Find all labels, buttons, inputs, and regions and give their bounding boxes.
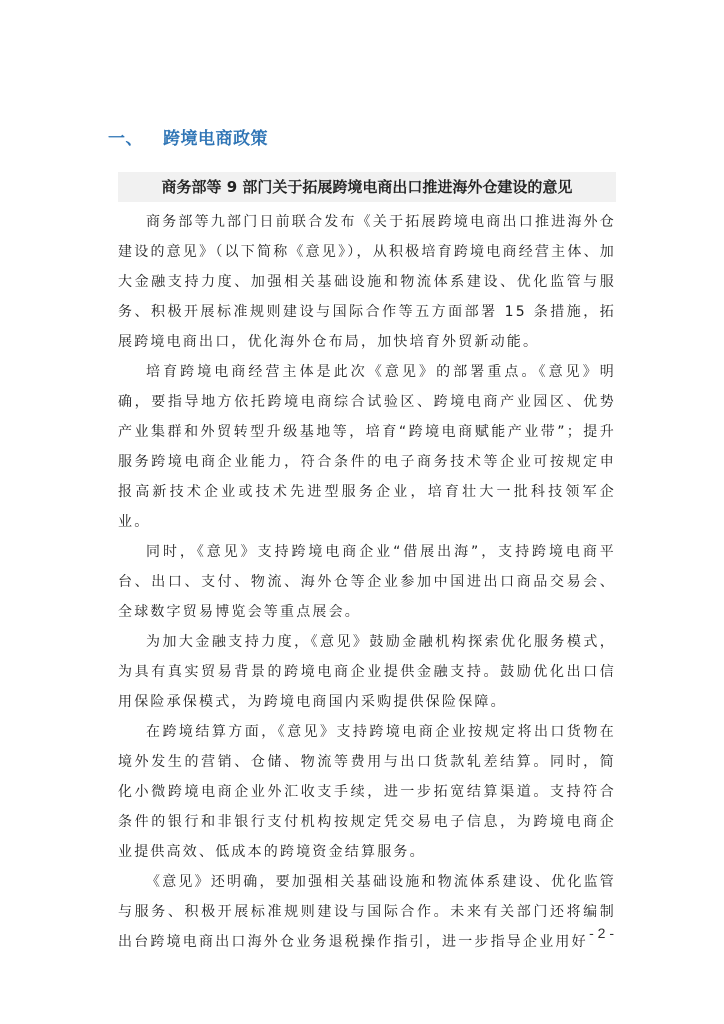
- article-title: 商务部等 9 部门关于拓展跨境电商出口推进海外仓建设的意见: [161, 178, 573, 196]
- paragraph: 为加大金融支持力度，《意见》鼓励金融机构探索优化服务模式，为具有真实贸易背景的跨境电商企业提供金融支持。鼓励优化出口信用保险承保模式，为跨境电商国内采购提供保险保障。: [118, 634, 616, 710]
- paragraph: 商务部等九部门日前联合发布《关于拓展跨境电商出口推进海外仓建设的意见》（以下简称《意见》），从积极培育跨境电商经营主体、加大金融支持力度、加强相关基础设施和物流体系建设、优化监管与服务、积极开展标准规则建设与国际合作等五方面部署 15 条措施，拓展跨境电商出口，优化海外仓布局，加快培育外贸新动能。: [118, 214, 616, 350]
- paragraph: 《意见》还明确，要加强相关基础设施和物流体系建设、优化监管与服务、积极开展标准规则建设与国际合作。未来有关部门还将编制出台跨境电商出口海外仓业务退税操作指引，进一步指导企业用好: [118, 874, 616, 950]
- paragraph: 同时，《意见》支持跨境电商企业“借展出海”，支持跨境电商平台、出口、支付、物流、海外仓等企业参加中国进出口商品交易会、全球数字贸易博览会等重点展会。: [118, 544, 616, 620]
- paragraph: 培育跨境电商经营主体是此次《意见》的部署重点。《意见》明确，要指导地方依托跨境电商综合试验区、跨境电商产业园区、优势产业集群和外贸转型升级基地等，培育“跨境电商赋能产业带”；提升服务跨境电商企业能力，符合条件的电子商务技术等企业可按规定申报高新技术企业或技术先进型服务企业，培育壮大一批科技领军企业。: [118, 364, 616, 530]
- article-body: [118, 207, 616, 957]
- paragraph: 在跨境结算方面，《意见》支持跨境电商企业按规定将出口货物在境外发生的营销、仓储、物流等费用与出口货款轧差结算。同时，简化小微跨境电商企业外汇收支手续，进一步拓宽结算渠道。支持符合条件的银行和非银行支付机构按规定凭交易电子信息，为跨境电商企业提供高效、低成本的跨境资金结算服务。: [118, 724, 616, 860]
- section-number: 一、: [108, 129, 143, 149]
- section-title: 跨境电商政策: [163, 129, 268, 149]
- page-number: - 2 -: [589, 925, 614, 941]
- section-heading: [108, 124, 268, 149]
